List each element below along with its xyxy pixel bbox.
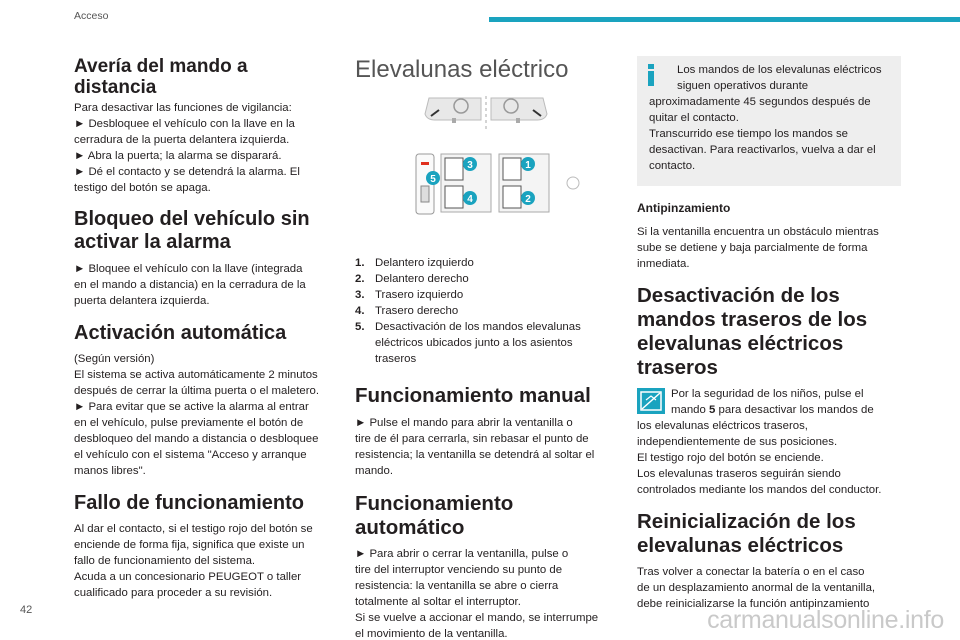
chapter-title: Elevalunas eléctrico [355,56,569,83]
paragraph-line: Si se vuelve a accionar el mando, se interrumpe [355,612,599,624]
section-title-malfunction: Fallo de funcionamiento [74,492,305,514]
section-title-anti-pinch: Antipinzamiento [637,201,731,215]
paragraph-line: tire del interruptor venciendo su punto de [355,564,563,576]
paragraph-line: ► Para abrir o cerrar la ventanilla, pulse o [355,548,569,560]
info-box [637,56,901,186]
paragraph-line: Por la seguridad de los niños, pulse el [671,388,864,400]
paragraph-line: los elevalunas eléctricos traseros, [637,420,808,432]
column-middle [355,56,607,640]
title-line: elevalunas eléctricos [637,534,844,557]
info-icon [648,64,654,86]
paragraph-line: puerta delantera izquierda. [74,295,210,307]
paragraph-line: sube se detiene y baja parcialmente de forma [637,242,868,254]
door-illustration [425,96,547,130]
paragraph-line: en el vehículo, pulse previamente el botón de [74,417,304,429]
paragraph-line: en el mando a distancia) en la cerradura de la [74,279,306,291]
lock-no-alarm-text [74,261,338,309]
paragraph-line: (Según versión) [74,353,155,365]
title-line: Desactivación de los [637,284,840,307]
legend-item [355,303,607,319]
switch-panel [416,154,579,214]
legend-text: eléctricos ubicados junto a los asientos [375,337,573,349]
paragraph-line: inmediata. [637,258,690,270]
paragraph-line: manos libres". [74,465,146,477]
section-title-rear-deactivation [637,284,903,380]
legend-item [355,319,607,335]
page-number: 42 [20,604,33,616]
auto-activation-text [74,351,338,479]
info-line: quitar el contacto. [649,112,739,124]
title-line: mandos traseros de los [637,308,868,331]
legend-text: Trasero derecho [375,305,459,317]
section-title-remote-failure [74,56,338,98]
rear-deactivation-text [637,386,903,498]
title-line: distancia [74,77,157,98]
paragraph-line: resistencia; la ventanilla se detendrá al soltar el [355,449,595,461]
section-title-auto-activation: Activación automática [74,322,287,344]
legend-text: Trasero izquierdo [375,289,464,301]
paragraph-line: ► Abra la puerta; la alarma se disparará. [74,150,282,162]
remote-failure-text [74,100,338,196]
paragraph-line: ► Para evitar que se active la alarma al entrar [74,401,309,413]
legend-item-continued [355,335,607,351]
section-title-manual: Funcionamiento manual [355,384,591,407]
numbered-legend [355,255,607,367]
paragraph-line: Al dar el contacto, si el testigo rojo del botón se [74,523,313,535]
legend-item-continued [355,351,607,367]
info-line: siguen operativos durante [677,80,809,92]
paragraph-line: ► Pulse el mando para abrir la ventanilla o [355,417,573,429]
paragraph-line: cerradura de la puerta delantera izquierda. [74,134,290,146]
legend-number: 4. [355,305,365,317]
paragraph-line: desbloqueo del mando a distancia o desbloquee [74,433,319,445]
paragraph-line: de un desplazamiento anormal de la ventanilla, [637,582,876,594]
title-line: Avería del mando a [74,56,248,77]
legend-text: Desactivación de los mandos elevalunas [375,321,581,333]
legend-item [355,287,607,303]
paragraph-line: Tras volver a conectar la batería o en el caso [637,566,865,578]
legend-item [355,255,607,271]
watermark: carmanualsonline.info [707,606,944,634]
paragraph-line: el movimiento de la ventanilla. [355,628,508,640]
info-line: Los mandos de los elevalunas eléctricos [677,64,882,76]
paragraph-line: testigo del botón se apaga. [74,182,211,194]
title-line: activar la alarma [74,231,231,253]
header-section: Acceso [74,10,109,22]
info-line: desactivan. Para reactivarlos, vuelva a dar el [649,144,876,156]
paragraph-line: después de cerrar la última puerta o el maletero. [74,385,320,397]
paragraph-line: debe reinicializarse la función antipinzamiento [637,598,870,610]
paragraph-line: el vehículo con el sistema "Acceso y arranque [74,449,307,461]
header-accent-bar [489,17,960,22]
paragraph-line: ► Dé el contacto y se detendrá la alarma. El [74,166,300,178]
section-title-reinitialization [637,510,903,558]
section-title-lock-no-alarm [74,208,338,254]
legend-number: 1. [355,257,365,269]
paragraph-line: controlados mediante los mandos del conductor. [637,484,882,496]
legend-number: 2. [355,273,365,285]
legend-number: 3. [355,289,365,301]
paragraph-line: El testigo rojo del botón se enciende. [637,452,824,464]
legend-text: Delantero izquierdo [375,257,474,269]
legend-text: traseros [375,353,417,365]
manual-text [355,415,607,479]
callout-label-4: 4 [467,194,473,205]
section-title-automatic: Funcionamiento automático [355,492,514,539]
malfunction-text [74,521,338,601]
legend-number: 5. [355,321,365,333]
info-line: aproximadamente 45 segundos después de [649,96,871,108]
callout-label-3: 3 [467,160,473,171]
automatic-text [355,546,607,640]
paragraph-line: mando. [355,465,393,477]
paragraph-line: enciende de forma fija, significa que existe un [74,539,305,551]
paragraph-line: ► Bloquee el vehículo con la llave (integrada [74,263,303,275]
paragraph-line: cualificado para proceder a su revisión. [74,587,273,599]
paragraph-line: Para desactivar las funciones de vigilancia: [74,102,292,114]
paragraph-line: independientemente de sus posiciones. [637,436,838,448]
anti-pinch-text [637,224,903,272]
callout-label-5: 5 [430,174,436,185]
title-line: Bloqueo del vehículo sin [74,208,310,230]
paragraph-line: fallo de funcionamiento del sistema. [74,555,256,567]
paragraph-line: Si la ventanilla encuentra un obstáculo mientras [637,226,879,238]
callout-label-2: 2 [525,194,531,205]
legend-item [355,271,607,287]
paragraph-line: Acuda a un concesionario PEUGEOT o taller [74,571,302,583]
window-switch-figure [391,94,581,224]
reinitialization-text [637,564,903,612]
column-right [637,56,903,612]
column-left [74,56,338,601]
paragraph-line: ► Desbloquee el vehículo con la llave en la [74,118,295,130]
child-lock-icon [637,388,665,414]
paragraph-line: El sistema se activa automáticamente 2 minutos [74,369,318,381]
paragraph-line: resistencia: la ventanilla se abre o cierra [355,580,559,592]
title-line: traseros [637,356,718,379]
paragraph-line: totalmente al soltar el interruptor. [355,596,521,608]
title-line: Reinicialización de los [637,510,856,533]
info-line: Transcurrido ese tiempo los mandos se [649,128,849,140]
paragraph-line: mando 5 para desactivar los mandos de [671,404,874,416]
paragraph-line: tire de él para cerrarla, sin rebasar el punto de [355,433,589,445]
legend-text: Delantero derecho [375,273,469,285]
callout-label-1: 1 [525,160,531,171]
info-line: contacto. [649,160,696,172]
title-line: elevalunas eléctricos [637,332,844,355]
paragraph-line: Los elevalunas traseros seguirán siendo [637,468,841,480]
